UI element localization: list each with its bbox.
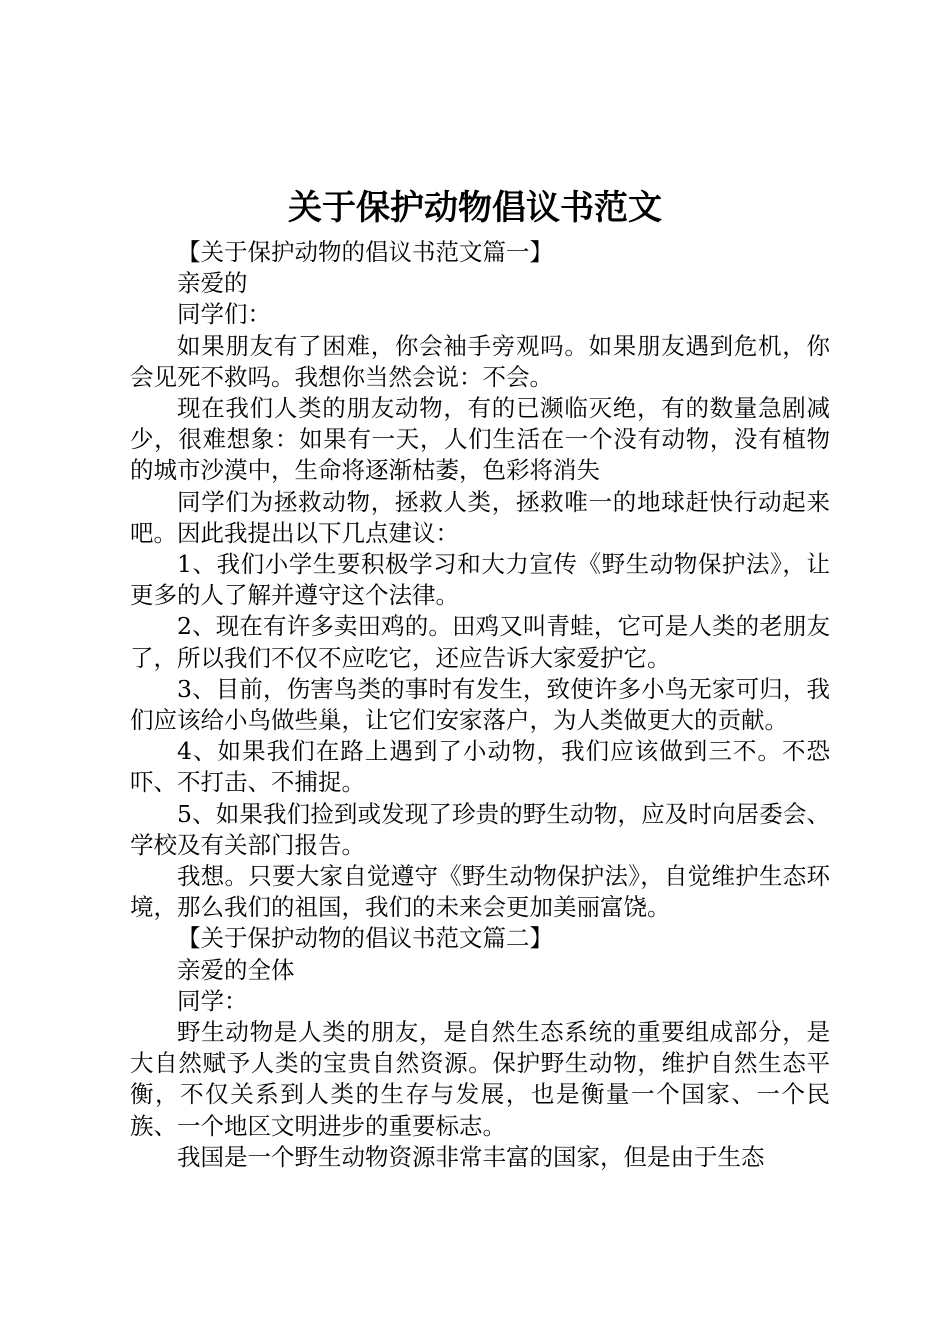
suggestion-item: 5、如果我们捡到或发现了珍贵的野生动物，应及时向居委会、学校及有关部门报告。 <box>130 799 830 859</box>
suggestion-item: 1、我们小学生要积极学习和大力宣传《野生动物保护法》，让更多的人了解并遵守这个法律。 <box>130 550 830 610</box>
suggestion-item: 3、目前，伤害鸟类的事时有发生，致使许多小鸟无家可归，我们应该给小鸟做些巢，让它们安家落户，为人类做更大的贡献。 <box>130 674 830 735</box>
suggestion-item: 4、如果我们在路上遇到了小动物，我们应该做到三不。不恐吓、不打击、不捕捉。 <box>130 737 830 797</box>
salutation-line-1: 亲爱的全体 <box>177 955 295 984</box>
paragraph: 我想。只要大家自觉遵守《野生动物保护法》，自觉维护生态环境，那么我们的祖国，我们的未来会更加美丽富饶。 <box>130 862 830 922</box>
paragraph: 如果朋友有了困难，你会袖手旁观吗。如果朋友遇到危机，你会见死不救吗。我想你当然会说：不会。 <box>130 331 830 391</box>
section-heading-2: 【关于保护动物的倡议书范文篇二】 <box>177 924 553 953</box>
document-title: 关于保护动物倡议书范文 <box>288 188 662 228</box>
document-body <box>130 237 830 1173</box>
paragraph: 现在我们人类的朋友动物，有的已濒临灭绝，有的数量急剧减少，很难想象：如果有一天，人们生活在一个没有动物，没有植物的城市沙漠中，生命将逐渐枯萎，色彩将消失 <box>130 394 830 485</box>
paragraph: 野生动物是人类的朋友，是自然生态系统的重要组成部分，是大自然赋予人类的宝贵自然资源。保护野生动物，维护自然生态平衡，不仅关系到人类的生存与发展，也是衡量一个国家、一个民族、一个地区文明进步的重要标志。 <box>130 1018 830 1140</box>
salutation-line-2: 同学： <box>177 986 248 1015</box>
suggestion-item: 2、现在有许多卖田鸡的。田鸡又叫青蛙，它可是人类的老朋友了，所以我们不仅不应吃它，还应告诉大家爱护它。 <box>130 612 830 672</box>
salutation-line-1: 亲爱的 <box>177 269 248 298</box>
section-heading-1: 【关于保护动物的倡议书范文篇一】 <box>177 238 553 266</box>
salutation-line-2: 同学们： <box>177 300 271 329</box>
paragraph: 同学们为拯救动物，拯救人类，拯救唯一的地球赶快行动起来吧。因此我提出以下几点建议： <box>130 487 830 547</box>
paragraph: 我国是一个野生动物资源非常丰富的国家，但是由于生态 <box>177 1142 765 1171</box>
